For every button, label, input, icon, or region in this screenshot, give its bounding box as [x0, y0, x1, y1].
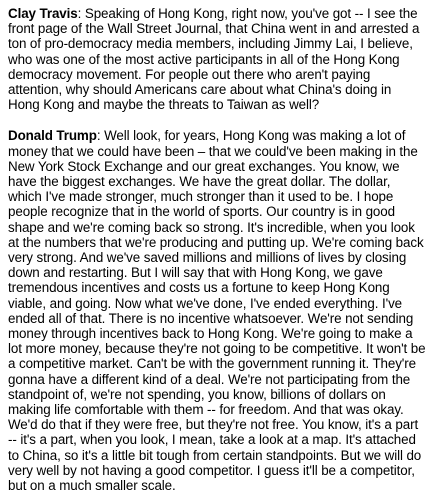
transcript-document [8, 6, 426, 493]
transcript-paragraph-clay-travis [8, 6, 426, 112]
speech-text: : Well look, for years, Hong Kong was making a lot of money that we could have been – that we could've been making in the New York Stock Exchange and our great exchanges. You know, we have the biggest exchanges. We have the great dollar. The dollar, which I've made stronger, much stronger than it used to be. I hope people recognize that in the world of sports. Our country is in good shape and we're coming back so strong. It's incredible, when you look at the numbers that we're producing and putting up. We're coming back very strong. And we've saved millions and millions of lives by closing down and restarting. But I will say that with Hong Kong, we gave tremendous incentives and costs us a fortune to keep Hong Kong viable, and going. Now what we've done, I've ended everything. I've ended all of that. There is no incentive whatsoever. We're not sending money through incentives back to Hong Kong. We're going to make a lot more money, because they're not going to be competitive. It won't be a competitive market. Can't be with the government running it. They're gonna have a different kind of a deal. We're not participating from the standpoint of, we're not spending, you know, billions of dollars on making life comfortable with them -- for freedom. And that was okay. We'd do that if they were free, but they're not free. You know, it's a part -- it's a part, when you look, I mean, take a look at a map. It's attached to China, so it's a little bit tough from certain standpoints. But we will do very well by not having a good competitor. I guess it'll be a competitor, but on a much smaller scale. [8, 128, 426, 494]
speaker-name: Donald Trump [8, 128, 97, 144]
speech-text: : Speaking of Hong Kong, right now, you've got -- I see the front page of the Wall Street Journal, that China went in and arrested a ton of pro-democracy media members, including Jimmy Lai, I believe, who was one of the most active participants in all of the Hong Kong democracy movement. For people out there who aren't paying attention, why should Americans care about what China's doing in Hong Kong and maybe the threats to Taiwan as well? [8, 6, 420, 113]
transcript-paragraph-donald-trump [8, 128, 426, 493]
speaker-name: Clay Travis [8, 6, 78, 21]
